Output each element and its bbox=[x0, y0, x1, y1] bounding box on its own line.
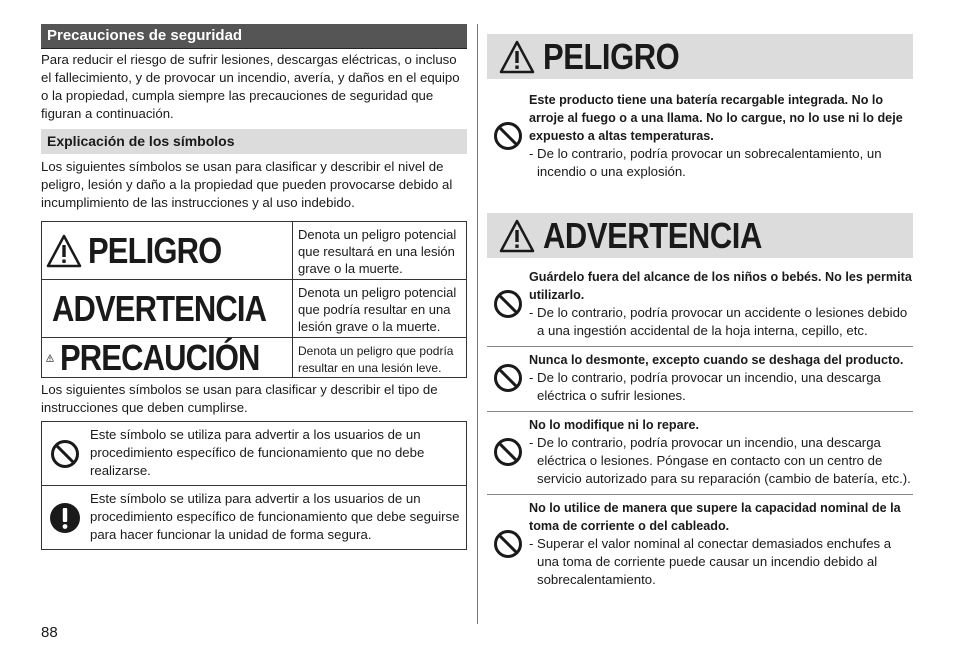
danger-items bbox=[487, 87, 913, 187]
item-bold-text: No lo utilice de manera que supere la capacidad nominal de la toma de corriente o del cableado. bbox=[529, 501, 901, 533]
page-number: 88 bbox=[41, 624, 58, 641]
danger-header bbox=[487, 34, 913, 79]
left-column bbox=[41, 24, 467, 550]
item-note: - De lo contrario, podría provocar un incendio, una descarga eléctrica o lesiones. Póngase en contacto con un centro de servicio autorizado para su reparación (cambio de batería, etc.). bbox=[529, 435, 911, 486]
level-row-caution bbox=[42, 338, 466, 377]
instruction-row-prohibited bbox=[42, 422, 466, 486]
level-word: PELIGRO bbox=[88, 229, 222, 271]
level-description: Denota un peligro potencial que podría resultar en una lesión grave o la muerte. bbox=[298, 285, 457, 334]
hazard-levels-table bbox=[41, 221, 467, 378]
level-row-warning bbox=[42, 280, 466, 338]
instruction-text: Este símbolo se utiliza para advertir a los usuarios de un procedimiento específico de funcionamiento que debe seguirse para hacer funcionar la unidad de forma segura. bbox=[90, 491, 460, 542]
item-bold-text: Este producto tiene una batería recargable integrada. No lo arroje al fuego o a una llama. No lo cargue, no lo use ni lo deje expuesto a altas temperaturas. bbox=[529, 93, 903, 143]
intro-paragraph: Para reducir el riesgo de sufrir lesiones, descargas eléctricas, o incluso el fallecimiento, y de provocar un incendio, avería, y daños en el equipo o la propiedad, cumpla siempre las precauciones de seguridad que figuran a continuación. bbox=[41, 52, 460, 121]
instruction-symbols-table bbox=[41, 421, 467, 550]
warning-item bbox=[487, 495, 913, 595]
item-note: - Superar el valor nominal al conectar demasiados enchufes a una toma de corriente puede causar un incendio debido al sobrecalentamiento. bbox=[529, 536, 892, 587]
column-divider bbox=[477, 24, 478, 624]
prohibition-icon bbox=[493, 289, 523, 319]
warning-triangle-icon bbox=[499, 40, 535, 74]
warning-item bbox=[487, 412, 913, 495]
warning-item bbox=[487, 347, 913, 412]
right-column bbox=[487, 34, 913, 595]
warning-triangle-icon bbox=[46, 341, 54, 375]
danger-item bbox=[487, 87, 913, 187]
item-note: - De lo contrario, podría provocar un incendio, una descarga eléctrica o sufrir lesiones. bbox=[529, 370, 881, 403]
warning-triangle-icon bbox=[499, 219, 535, 253]
item-bold-text: Nunca lo desmonte, excepto cuando se deshaga del producto. bbox=[529, 353, 904, 367]
warning-header bbox=[487, 213, 913, 258]
symbols-intro: Los siguientes símbolos se usan para clasificar y describir el nivel de peligro, lesión y daño a la propiedad que pueden provocarse debido al incumplimiento de las instrucciones y al uso indebido. bbox=[41, 159, 453, 210]
item-bold-text: Guárdelo fuera del alcance de los niños o bebés. No les permita utilizarlo. bbox=[529, 270, 912, 302]
instructions-intro: Los siguientes símbolos se usan para clasificar y describir el tipo de instrucciones que deben cumplirse. bbox=[41, 382, 438, 415]
item-note: - De lo contrario, podría provocar un accidente o lesiones debido a una ingestión accidental de la hoja interna, cepillo, etc. bbox=[529, 305, 908, 338]
prohibition-icon bbox=[493, 437, 523, 467]
prohibition-icon bbox=[493, 363, 523, 393]
level-row-danger bbox=[42, 222, 466, 280]
warning-triangle-icon bbox=[46, 234, 82, 268]
section-title: Precauciones de seguridad bbox=[41, 24, 467, 49]
level-word: ADVERTENCIA bbox=[52, 287, 267, 329]
instruction-row-mandatory bbox=[42, 486, 466, 549]
level-word: PRECAUCIÓN bbox=[59, 336, 260, 378]
prohibition-icon bbox=[493, 121, 523, 151]
subsection-title: Explicación de los símbolos bbox=[41, 129, 467, 154]
level-description: Denota un peligro potencial que resultará en una lesión grave o la muerte. bbox=[298, 227, 457, 276]
mandatory-icon bbox=[49, 502, 81, 534]
item-note: - De lo contrario, podría provocar un sobrecalentamiento, un incendio o una explosión. bbox=[529, 146, 882, 179]
warning-items bbox=[487, 264, 913, 595]
warning-item bbox=[487, 264, 913, 347]
prohibition-icon bbox=[493, 529, 523, 559]
prohibition-icon bbox=[50, 439, 80, 469]
danger-word: PELIGRO bbox=[543, 35, 680, 77]
item-bold-text: No lo modifique ni lo repare. bbox=[529, 418, 700, 432]
instruction-text: Este símbolo se utiliza para advertir a los usuarios de un procedimiento específico de funcionamiento que no debe realizarse. bbox=[90, 427, 425, 478]
warning-word: ADVERTENCIA bbox=[543, 214, 762, 256]
level-description: Denota un peligro que podría resultar en una lesión leve. bbox=[298, 344, 454, 375]
